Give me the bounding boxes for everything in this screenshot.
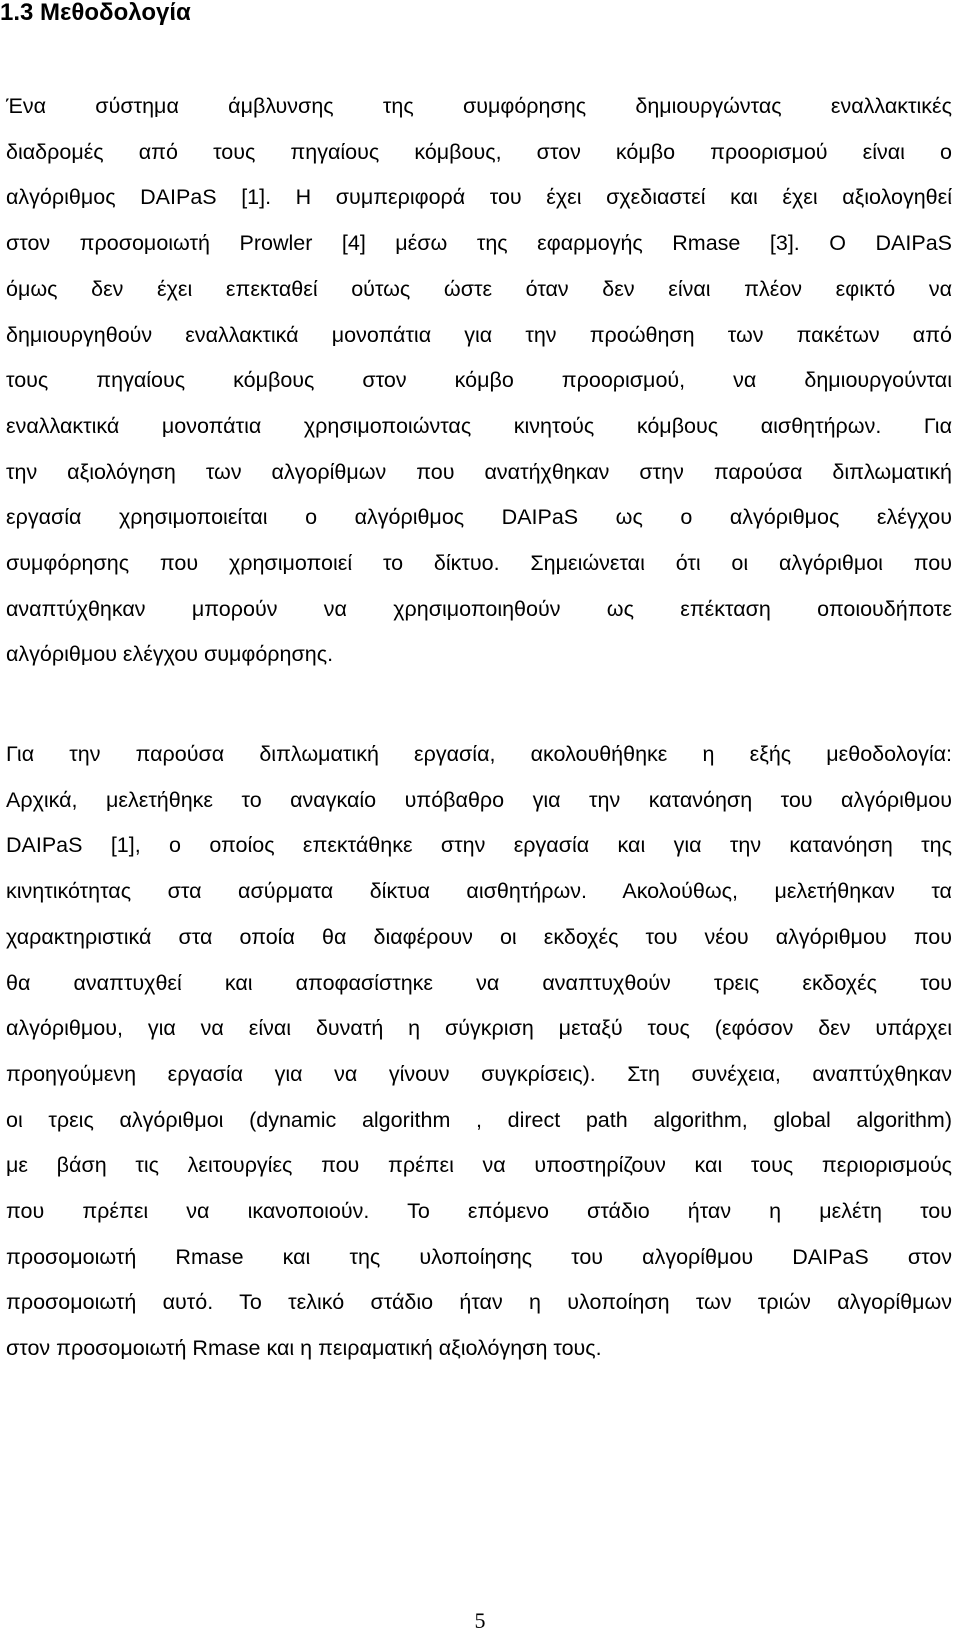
- paragraph-intro: [6, 84, 952, 678]
- paragraph-line: προηγούμενη εργασία για να γίνουν συγκρίσεις). Στη συνέχεια, αναπτύχθηκαν: [6, 1061, 952, 1086]
- paragraph-line: εργασία χρησιμοποιείται ο αλγόριθμος DAIPaS ως ο αλγόριθμος ελέγχου: [6, 505, 952, 530]
- paragraph-line: αναπτύχθηκαν μπορούν να χρησιμοποιηθούν ως επέκταση οποιουδήποτε: [6, 596, 952, 621]
- paragraph-line: αλγόριθμος DAIPaS [1]. Η συμπεριφορά του έχει σχεδιαστεί και έχει αξιολογηθεί: [6, 185, 952, 210]
- paragraph-line: συμφόρησης που χρησιμοποιεί το δίκτυο. Σημειώνεται ότι οι αλγόριθμοι που: [6, 551, 952, 576]
- paragraph-line: Ένα σύστημα άμβλυνσης της συμφόρησης δημιουργώντας εναλλακτικές: [6, 94, 952, 118]
- paragraph-line: χαρακτηριστικά στα οποία θα διαφέρουν οι εκδοχές του νέου αλγόριθμου που: [6, 924, 952, 949]
- section-heading: 1.3 Μεθοδολογία: [0, 0, 191, 26]
- paragraph-line: αλγόριθμου ελέγχου συμφόρησης.: [6, 642, 334, 667]
- paragraph-line: οι τρεις αλγόριθμοι (dynamic algorithm , direct path algorithm, global algorithm): [6, 1107, 952, 1132]
- paragraph-line: την αξιολόγηση των αλγορίθμων που ανατήχθηκαν στην παρούσα διπλωματική: [6, 459, 952, 484]
- paragraph-line: όμως δεν έχει επεκταθεί ούτως ώστε όταν δεν είναι πλέον εφικτό να: [6, 276, 952, 301]
- paragraph-methodology: [6, 732, 952, 1372]
- paragraph-line: DAIPaS [1], ο οποίος επεκτάθηκε στην εργασία και για την κατανόηση της: [6, 833, 952, 858]
- paragraph-line: εναλλακτικά μονοπάτια χρησιμοποιώντας κινητούς κόμβους αισθητήρων. Για: [6, 413, 952, 438]
- paragraph-line: στον προσομοιωτή Rmase και η πειραματική αξιολόγηση τους.: [6, 1336, 602, 1361]
- paragraph-line: διαδρομές από τους πηγαίους κόμβους, στον κόμβο προορισμού είναι ο: [6, 139, 952, 164]
- paragraph-line: δημιουργηθούν εναλλακτικά μονοπάτια για την προώθηση των πακέτων από: [6, 322, 952, 347]
- paragraph-line: Για την παρούσα διπλωματική εργασία, ακολουθήθηκε η εξής μεθοδολογία:: [6, 742, 952, 766]
- page-number: 5: [474, 1608, 486, 1633]
- paragraph-line: τους πηγαίους κόμβους στον κόμβο προορισμού, να δημιουργούνται: [6, 368, 952, 393]
- paragraph-line: Αρχικά, μελετήθηκε το αναγκαίο υπόβαθρο για την κατανόηση του αλγόριθμου: [6, 787, 952, 812]
- paragraph-line: προσομοιωτή Rmase και της υλοποίησης του αλγορίθμου DAIPaS στον: [6, 1244, 952, 1269]
- paragraph-line: στον προσομοιωτή Prowler [4] μέσω της εφαρμογής Rmase [3]. Ο DAIPaS: [6, 231, 952, 256]
- paragraph-line: θα αναπτυχθεί και αποφασίστηκε να αναπτυχθούν τρεις εκδοχές του: [6, 970, 952, 995]
- paragraph-line: αλγόριθμου, για να είναι δυνατή η σύγκριση μεταξύ τους (εφόσον δεν υπάρχει: [6, 1016, 952, 1041]
- paragraph-line: με βάση τις λειτουργίες που πρέπει να υποστηρίζουν και τους περιορισμούς: [6, 1153, 952, 1178]
- paragraph-line: προσομοιωτή αυτό. Το τελικό στάδιο ήταν η υλοποίηση των τριών αλγορίθμων: [6, 1290, 952, 1315]
- paragraph-line: κινητικότητας στα ασύρματα δίκτυα αισθητήρων. Ακολούθως, μελετήθηκαν τα: [6, 879, 952, 904]
- paragraph-line: που πρέπει να ικανοποιούν. Το επόμενο στάδιο ήταν η μελέτη του: [6, 1199, 952, 1224]
